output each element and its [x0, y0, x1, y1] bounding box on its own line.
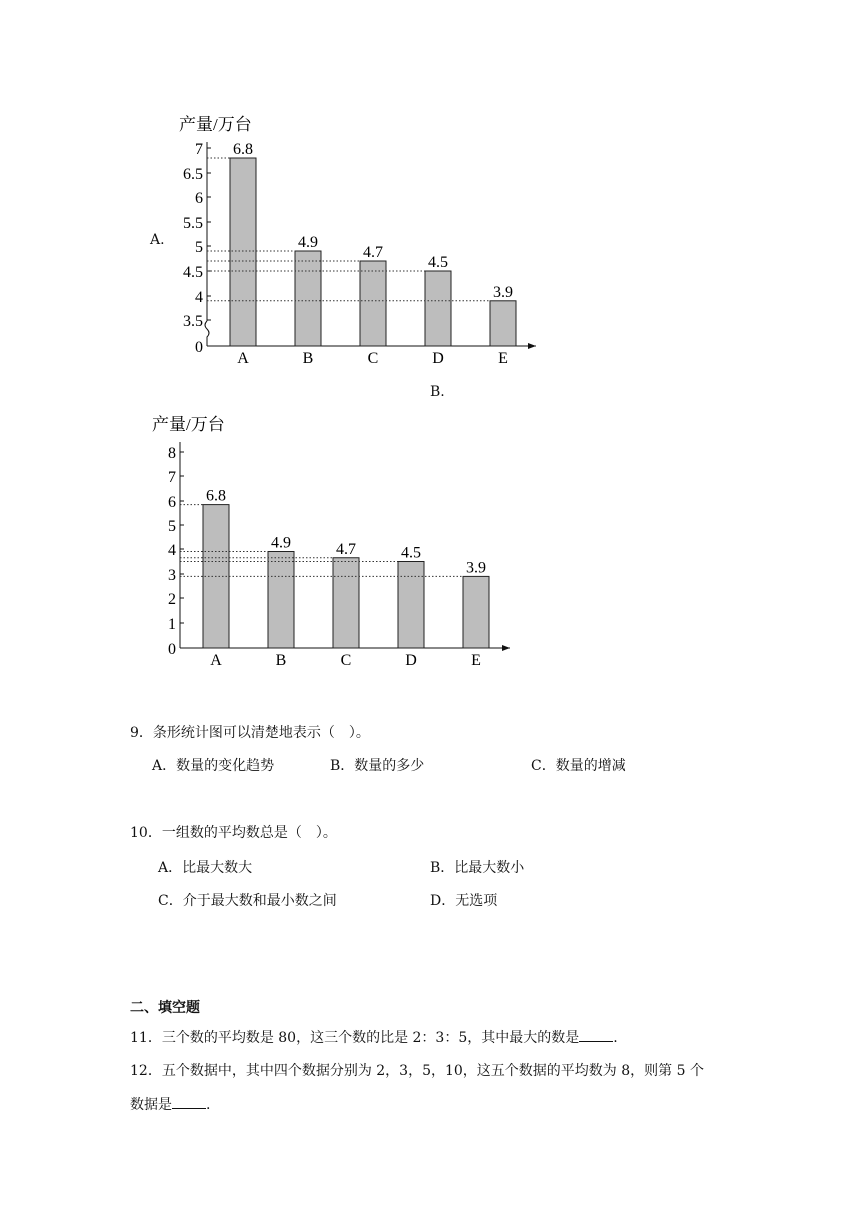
y-tick-label: 4: [168, 542, 176, 559]
y-axis-title: 产量/万台: [179, 115, 252, 134]
bar-E: [490, 301, 516, 346]
option-a-label: A.: [150, 232, 165, 248]
x-tick-label: B: [302, 350, 314, 367]
y-tick-label: 0: [168, 641, 176, 658]
y-tick-label: 4: [195, 289, 203, 306]
data-label: 6.8: [233, 141, 253, 158]
data-label: 4.9: [298, 234, 318, 251]
y-tick-label: 2: [168, 591, 176, 608]
bar-C: [360, 261, 386, 346]
y-tick-label: 8: [168, 445, 176, 462]
x-tick-label: A: [210, 652, 222, 669]
q11-end: .: [613, 1030, 618, 1046]
y-tick-label: 3.5: [183, 313, 203, 330]
y-tick-label: 6: [195, 190, 203, 207]
question-12-line2: [130, 1094, 210, 1114]
data-label: 4.5: [401, 544, 421, 562]
x-axis-arrow: [528, 343, 536, 349]
x-tick-label: C: [340, 652, 352, 669]
y-tick-label: 4.5: [183, 264, 203, 281]
q10-option-b[interactable]: B．比最大数小: [430, 860, 525, 876]
y-axis-title: 产量/万台: [152, 415, 225, 434]
x-axis-arrow: [502, 645, 510, 651]
x-tick-label: B: [275, 652, 287, 669]
data-label: 4.7: [336, 540, 356, 558]
q10-option-a[interactable]: A．比最大数大: [158, 860, 253, 876]
y-tick-label: 3: [168, 567, 176, 584]
bar-chart-option-a: [0, 0, 860, 380]
bar-D: [398, 562, 424, 649]
y-tick-label: 7: [168, 469, 176, 486]
question-11-stem: 11．三个数的平均数是 80，这三个数的比是 2：3：5，其中最大的数是: [130, 1030, 580, 1046]
bar-D: [425, 271, 451, 346]
y-tick-label: 6.5: [183, 166, 203, 183]
bar-C: [333, 558, 359, 648]
y-tick-label: 5: [168, 518, 176, 535]
x-tick-label: C: [367, 350, 379, 367]
data-label: 3.9: [493, 283, 513, 301]
axis-break-mark: [205, 321, 209, 346]
bar-E: [463, 576, 489, 648]
question-12-line1: 12．五个数据中，其中四个数据分别为 2，3，5，10，这五个数据的平均数为 8，则第 5 个: [130, 1063, 704, 1079]
y-tick-label: 6: [168, 494, 176, 511]
y-tick-label: 5: [195, 239, 203, 256]
data-label: 4.5: [428, 254, 448, 271]
q9-option-a[interactable]: A．数量的变化趋势: [152, 758, 275, 774]
data-label: 4.7: [363, 244, 383, 261]
q12-answer-blank[interactable]: [172, 1096, 206, 1109]
x-tick-label: D: [432, 350, 444, 367]
q11-answer-blank[interactable]: [579, 1029, 613, 1042]
bar-A: [230, 158, 256, 346]
y-tick-label: 0: [195, 339, 203, 356]
data-label: 3.9: [466, 559, 486, 577]
x-tick-label: E: [471, 652, 481, 669]
option-b-label: B.: [430, 384, 445, 400]
bar-B: [268, 552, 294, 649]
question-12-stem-end: 数据是: [130, 1097, 172, 1113]
question-9-stem: 9．条形统计图可以清楚地表示（ ）。: [130, 725, 370, 741]
x-tick-label: A: [237, 350, 249, 367]
x-tick-label: E: [498, 350, 508, 367]
y-tick-label: 7: [195, 141, 203, 158]
x-tick-label: D: [405, 652, 417, 669]
y-tick-label: 1: [168, 616, 176, 633]
section-title: 二、填空题: [130, 1000, 200, 1016]
data-label: 4.9: [271, 534, 291, 552]
bar-B: [295, 251, 321, 346]
data-label: 6.8: [206, 487, 226, 505]
question-11: [130, 1027, 618, 1047]
q10-option-c[interactable]: C．介于最大数和最小数之间: [158, 893, 337, 909]
bar-chart-option-b: [0, 400, 860, 680]
q9-option-b[interactable]: B．数量的多少: [330, 758, 425, 774]
q12-end: .: [206, 1097, 211, 1113]
q9-option-c[interactable]: C．数量的增减: [531, 758, 626, 774]
y-tick-label: 5.5: [183, 215, 203, 232]
question-10-stem: 10．一组数的平均数总是（ ）。: [130, 825, 337, 841]
q10-option-d[interactable]: D．无选项: [430, 893, 498, 909]
